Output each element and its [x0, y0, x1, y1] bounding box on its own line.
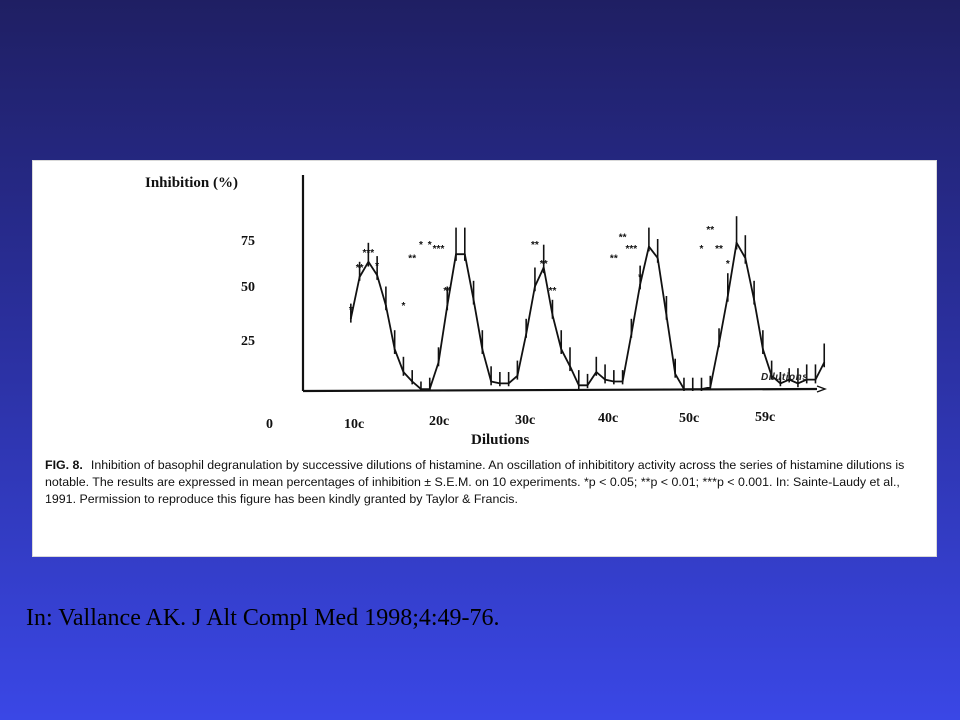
x-axis-line	[303, 389, 817, 391]
data-point	[744, 257, 746, 259]
caption-text: Inhibition of basophil degranulation by successive dilutions of histamine. An oscillation of inhibititory activity across the series of histamine dilutions is notable. The results are expressed in mean percentages of inhibition ± S.E.M. on 10 experiments. *p < 0.05; **p < 0.01; ***p < 0.001. In: Sainte-Laudy et al., 1991. Permission to reproduce this figure has been kindly granted by Taylor & Francis.	[45, 458, 905, 506]
data-point	[455, 253, 457, 255]
data-point	[429, 388, 431, 390]
significance-mark: **	[706, 225, 715, 236]
data-point	[560, 348, 562, 350]
significance-mark: **	[548, 285, 557, 297]
x-axis-title: Dilutions	[471, 432, 530, 448]
y-axis-title: Inhibition (%)	[145, 175, 238, 191]
data-point	[709, 386, 711, 388]
data-point	[753, 299, 755, 301]
significance-mark: **	[408, 253, 417, 265]
x-axis-arrow	[817, 386, 825, 392]
figure-caption	[45, 457, 931, 507]
data-point	[376, 274, 378, 276]
data-point	[420, 388, 422, 390]
significance-mark: **	[355, 263, 364, 274]
data-point	[762, 348, 764, 350]
data-point	[534, 286, 536, 288]
data-point	[464, 253, 466, 255]
data-point	[499, 383, 501, 385]
x-tick-40c: 40c	[598, 411, 619, 426]
data-point	[639, 284, 641, 286]
data-point	[394, 348, 396, 350]
data-point	[692, 388, 694, 390]
data-point	[350, 318, 352, 320]
caption-figure-label: FIG. 8.	[45, 458, 83, 472]
significance-mark: **	[531, 240, 539, 252]
x-tick-0: 0	[266, 417, 273, 432]
data-point	[683, 388, 685, 390]
significance-mark: **	[618, 232, 627, 244]
data-point	[648, 246, 650, 248]
significance-mark: *	[348, 304, 353, 316]
data-point	[604, 379, 606, 381]
x-tick-30c: 30c	[515, 413, 536, 428]
data-point	[815, 379, 817, 381]
significance-mark: **	[715, 244, 723, 255]
x-tick-59c: 59c	[755, 410, 776, 425]
series-line	[348, 243, 824, 389]
data-point	[517, 375, 519, 377]
significance-mark: **	[609, 253, 618, 265]
y-tick-50: 50	[241, 280, 255, 295]
significance-mark: **	[443, 285, 452, 297]
data-point	[630, 333, 632, 335]
data-point	[385, 305, 387, 307]
significance-mark: ***	[362, 247, 375, 259]
data-point	[367, 261, 369, 263]
significance-mark: *	[427, 240, 432, 252]
chart-plot	[33, 161, 938, 461]
source-citation: In: Vallance AK. J Alt Compl Med 1998;4:49-76.	[26, 605, 500, 631]
data-point	[674, 373, 676, 375]
data-point	[525, 333, 527, 335]
data-point	[587, 384, 589, 386]
significance-mark: *	[725, 259, 730, 271]
inner-axis-label: Dilutions	[761, 372, 809, 383]
data-point	[481, 348, 483, 350]
y-tick-75: 75	[241, 234, 255, 249]
data-point	[736, 242, 738, 244]
figure-panel	[32, 160, 937, 557]
data-point	[552, 314, 554, 316]
significance-mark: *	[419, 240, 423, 252]
data-point	[727, 295, 729, 297]
significance-mark: ***	[432, 244, 445, 255]
data-point	[595, 371, 597, 373]
data-point	[701, 388, 703, 390]
data-point	[613, 381, 615, 383]
data-point	[473, 299, 475, 301]
significance-mark: *	[375, 261, 380, 273]
significance-mark: **	[539, 259, 548, 271]
y-tick-25: 25	[241, 334, 255, 349]
data-point	[403, 371, 405, 373]
data-point	[666, 314, 668, 316]
significance-mark: *	[638, 272, 643, 284]
data-point	[411, 381, 413, 383]
significance-mark: *	[699, 244, 704, 255]
data-point	[490, 381, 492, 383]
data-point	[569, 365, 571, 367]
x-tick-10c: 10c	[344, 417, 365, 432]
data-point	[718, 343, 720, 345]
x-tick-20c: 20c	[429, 414, 450, 429]
data-point	[578, 384, 580, 386]
data-point	[508, 383, 510, 385]
data-point	[446, 305, 448, 307]
data-point	[622, 381, 624, 383]
significance-mark: ***	[625, 244, 638, 255]
data-point	[657, 257, 659, 259]
data-point	[823, 362, 825, 364]
data-point	[359, 276, 361, 278]
x-tick-50c: 50c	[679, 411, 700, 426]
significance-mark: *	[401, 301, 406, 312]
data-point	[438, 362, 440, 364]
